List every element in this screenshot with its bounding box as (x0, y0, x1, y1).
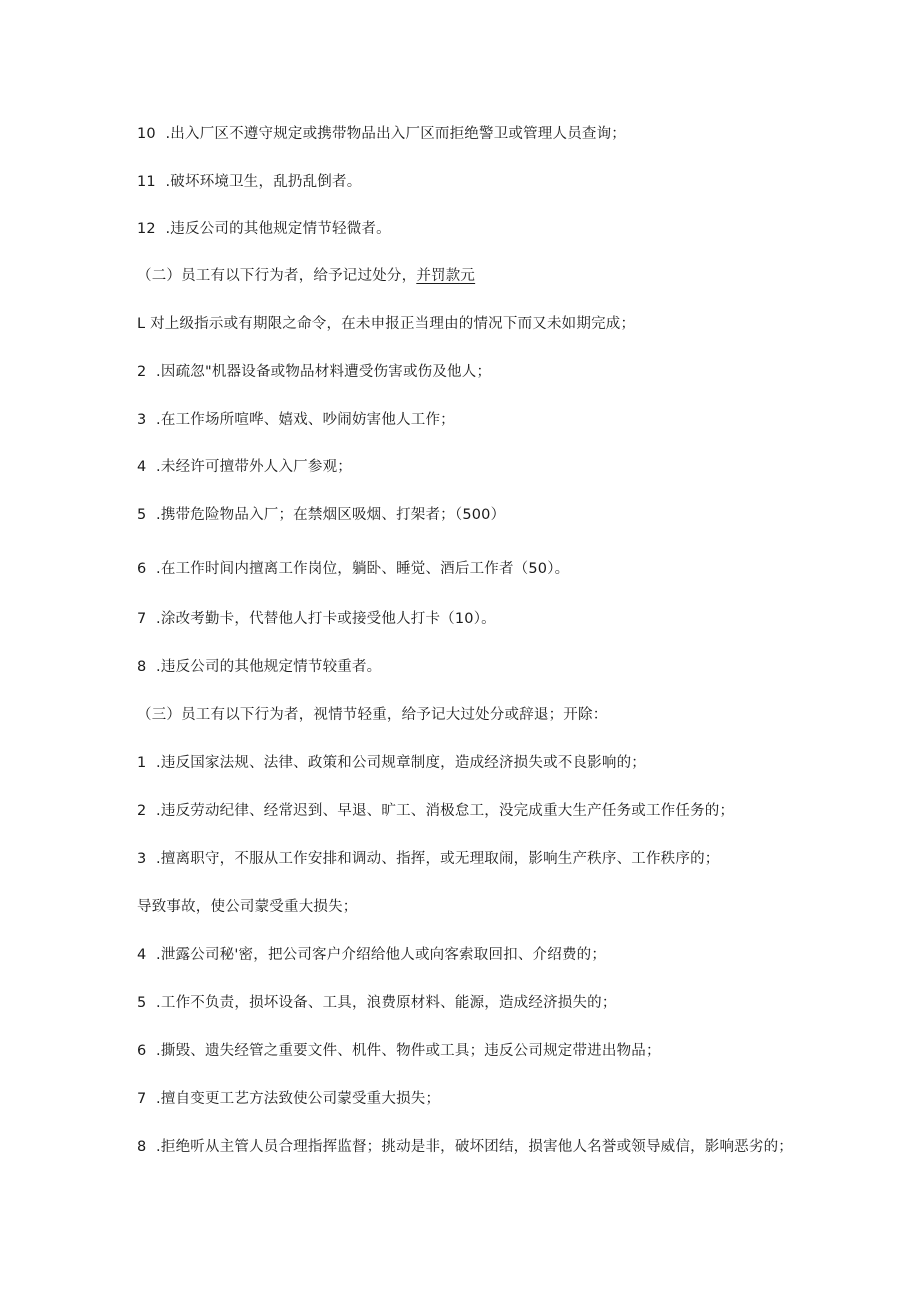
clause-continuation (137, 896, 797, 918)
clause-line (137, 992, 797, 1014)
clause-number: 4 (137, 459, 147, 475)
clause-separator: . (146, 459, 161, 475)
underlined-text: 并罚款元 (416, 268, 476, 284)
clause-text: 涂改考勤卡，代替他人打卡或接受他人打卡（10）。 (160, 611, 496, 627)
clause-text: 携带危险物品入厂；在禁烟区吸烟、打架者；（500） (160, 507, 506, 523)
clause-number: 7 (137, 1091, 147, 1107)
clause-separator: . (155, 221, 171, 237)
clause-line (137, 752, 797, 774)
clause-separator: . (146, 1139, 161, 1155)
clause-text: 泄露公司秘'密，把公司客户介绍给他人或向客索取回扣、介绍费的； (160, 947, 607, 963)
clause-number: 1 (137, 755, 147, 771)
clause-text: 在工作场所喧哗、嬉戏、吵闹妨害他人工作； (160, 412, 455, 428)
clause-line (137, 1040, 797, 1062)
clause-number: 8 (137, 1139, 147, 1155)
clause-text: 违反劳动纪律、经常迟到、早退、旷工、消极怠工，没完成重大生产任务或工作任务的； (160, 803, 735, 819)
clause-separator: . (146, 659, 161, 675)
clause-separator: . (146, 1043, 161, 1059)
section-heading-text: （二）员工有以下行为者，给予记过处分， (137, 268, 417, 284)
clause-text: 未经许可擅带外人入厂参观； (160, 459, 352, 475)
clause-number: 7 (137, 611, 147, 627)
clause-line (137, 944, 797, 966)
clause-text: 出入厂区不遵守规定或携带物品出入厂区而拒绝警卫或管理人员查询； (170, 126, 626, 142)
clause-line (137, 608, 797, 630)
clause-number: 2 (137, 364, 147, 380)
clause-text: 工作不负责，损坏设备、工具，浪费原材料、能源，造成经济损失的； (160, 995, 617, 1011)
clause-number: 10 (137, 126, 156, 142)
clause-separator: . (146, 851, 161, 867)
clause-line (137, 218, 797, 240)
clause-text: 违反公司的其他规定情节较重者。 (160, 659, 382, 675)
clause-separator: . (146, 995, 161, 1011)
clause-text: 导致事故，使公司蒙受重大损失； (137, 899, 358, 915)
clause-line (137, 504, 797, 526)
clause-number: 5 (137, 507, 147, 523)
clause-line (137, 656, 797, 678)
clause-number: 6 (137, 1043, 147, 1059)
clause-text: 因疏忽"机器设备或物品材料遭受伤害或伤及他人； (160, 364, 492, 380)
clause-line (137, 800, 797, 822)
clause-text: 违反国家法规、法律、政策和公司规章制度，造成经济损失或不良影响的； (160, 755, 646, 771)
clause-text: 擅自变更工艺方法致使公司蒙受重大损失； (160, 1091, 441, 1107)
clause-number: 4 (137, 947, 147, 963)
clause-separator: . (146, 803, 161, 819)
clause-separator: . (146, 611, 161, 627)
clause-number: 2 (137, 803, 147, 819)
clause-line (137, 1136, 797, 1158)
clause-line (137, 171, 797, 193)
clause-line (137, 409, 797, 431)
clause-line (137, 1088, 797, 1110)
clause-text: 在工作时间内擅离工作岗位，躺卧、睡觉、酒后工作者（50）。 (160, 561, 570, 577)
clause-separator: . (155, 126, 171, 142)
clause-number: 3 (137, 851, 147, 867)
clause-text: L 对上级指示或有期限之命令，在未申报正当理由的情况下而又未如期完成； (137, 316, 636, 332)
section-heading (137, 265, 797, 287)
clause-line (137, 361, 797, 383)
section-heading (137, 704, 797, 726)
clause-separator: . (146, 755, 161, 771)
clause-separator: . (146, 1091, 161, 1107)
clause-separator: . (146, 947, 161, 963)
clause-number: 6 (137, 561, 147, 577)
clause-number: 5 (137, 995, 147, 1011)
clause-separator: . (146, 412, 161, 428)
clause-number: 8 (137, 659, 147, 675)
clause-line (137, 848, 797, 870)
clause-text: 擅离职守，不服从工作安排和调动、指挥，或无理取闹，影响生产秩序、工作秩序的； (160, 851, 720, 867)
clause-text: 撕毁、遗失经管之重要文件、机件、物件或工具；违反公司规定带进出物品； (160, 1043, 661, 1059)
clause-text: 破坏环境卫生，乱扔乱倒者。 (170, 174, 362, 190)
section-heading-text: （三）员工有以下行为者，视情节轻重，给予记大过处分或辞退；开除： (137, 707, 608, 723)
clause-text: 拒绝听从主管人员合理指挥监督；挑动是非，破坏团结，损害他人名誉或领导威信，影响恶劣的； (160, 1139, 793, 1155)
clause-number: 3 (137, 412, 147, 428)
clause-text: 违反公司的其他规定情节轻微者。 (170, 221, 391, 237)
clause-number: 12 (137, 221, 156, 237)
clause-separator: . (146, 507, 161, 523)
clause-separator: . (146, 561, 161, 577)
clause-number: 11 (137, 174, 156, 190)
clause-line (137, 456, 797, 478)
clause-line (137, 558, 797, 580)
clause-separator: . (146, 364, 161, 380)
clause-line (137, 123, 797, 145)
clause-separator: . (155, 174, 171, 190)
clause-line (137, 313, 797, 335)
